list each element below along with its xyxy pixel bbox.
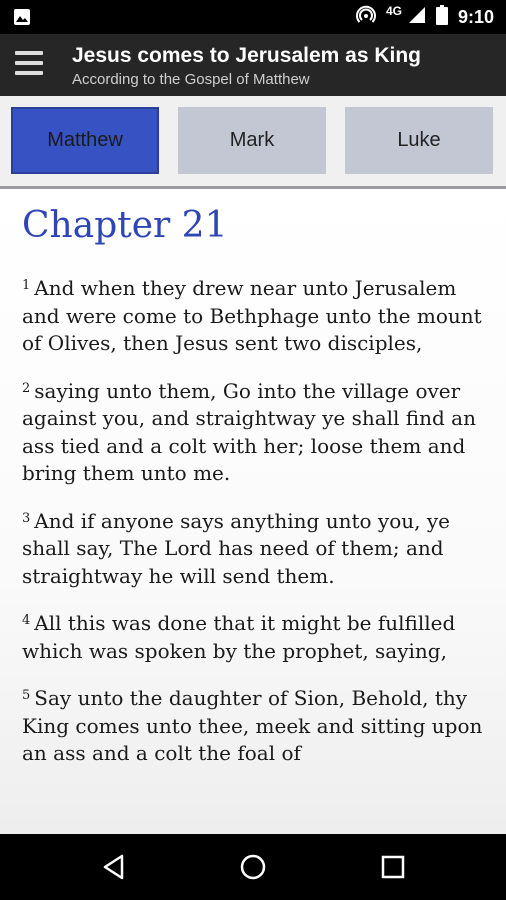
hamburger-menu-icon[interactable] <box>15 51 45 79</box>
recents-icon[interactable] <box>373 851 413 883</box>
verse-number: 3 <box>22 510 31 526</box>
system-nav-bar <box>0 834 506 900</box>
app-bar <box>0 34 506 96</box>
verse <box>22 610 492 665</box>
verse <box>22 508 492 591</box>
scripture-content[interactable] <box>0 189 506 834</box>
verse-number: 2 <box>22 380 31 396</box>
verse-number: 4 <box>22 613 31 628</box>
verse-number: 1 <box>22 278 31 293</box>
page-subtitle: According to the Gospel of Matthew <box>72 71 310 88</box>
clock: 9:10 <box>457 6 494 27</box>
image-icon <box>13 8 31 31</box>
tab-mark[interactable]: Mark <box>178 107 326 174</box>
verse-text: Say unto the daughter of Sion, Behold, thy King comes unto thee, meek and sitting upon an ass and a colt the foal of <box>22 686 483 765</box>
page-title: Jesus comes to Jerusalem as King <box>72 44 421 67</box>
status-bar <box>0 0 506 34</box>
verse <box>22 685 492 768</box>
verse <box>22 378 492 488</box>
home-icon[interactable] <box>233 851 273 883</box>
network-type-label: 4G <box>385 4 402 18</box>
tab-matthew[interactable]: Matthew <box>11 107 159 174</box>
verse-list <box>22 275 492 788</box>
verse-number: 5 <box>22 688 31 703</box>
back-icon[interactable] <box>94 851 134 883</box>
verse-text: saying unto them, Go into the village over against you, and straightway ye shall find an ass tied and a colt with her; loose them and bring them unto me. <box>22 378 476 485</box>
gospel-tabs <box>0 96 506 186</box>
tab-luke[interactable]: Luke <box>345 107 493 174</box>
verse <box>22 275 492 358</box>
verse-text: All this was done that it might be fulfilled which was spoken by the prophet, saying, <box>22 611 456 663</box>
hotspot-icon <box>356 5 376 30</box>
battery-icon <box>436 5 448 30</box>
verse-text: And when they drew near unto Jerusalem and were come to Bethphage unto the mount of Olives, then Jesus sent two disciples, <box>22 276 482 355</box>
chapter-title: Chapter 21 <box>22 205 228 246</box>
verse-text: And if anyone says anything unto you, ye shall say, The Lord has need of them; and straightway he will send them. <box>22 508 450 588</box>
signal-icon <box>408 6 426 29</box>
